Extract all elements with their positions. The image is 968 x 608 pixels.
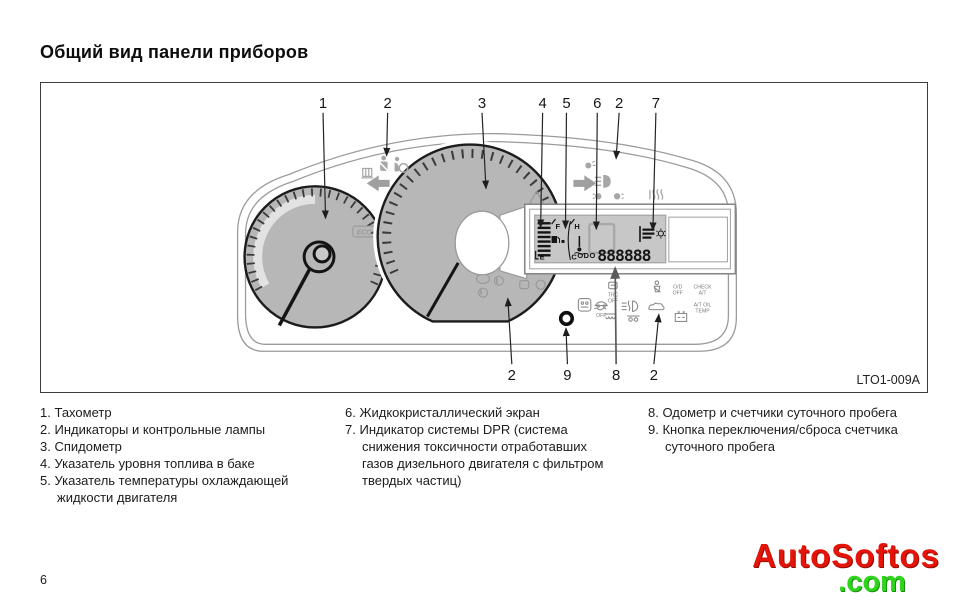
callout-7: 7 [651,95,661,112]
legend-item [648,421,928,455]
callout-9: 9 [563,368,572,385]
temp-high-label: H [574,222,580,232]
eco-indicator-label: ECO [356,229,372,237]
slip-off-label: OFF [596,312,607,319]
legend-item-text: Одометр и счетчики суточного пробега [662,405,897,420]
legend-item-number: 7. [345,422,356,437]
callout-3: 3 [477,95,487,112]
legend-item-text: Индикатор системы DPR (система снижения токсичности отработавших газов дизельного двигателя с фильтром твердых частиц) [359,422,604,488]
legend-item-number: 5. [40,473,51,488]
legend-item [40,438,308,455]
callout-2d: 2 [649,368,659,385]
legend-column-1 [40,404,308,506]
temp-low-label: C [571,252,577,262]
legend-item-text: Индикаторы и контрольные лампы [54,422,266,437]
check-at-label-2: A/T [698,290,707,297]
legend-item [40,472,308,506]
legend-item [40,421,308,438]
lcd-panel [525,204,736,274]
callout-2b: 2 [614,95,624,112]
legend-item-number: 8. [648,405,659,420]
legend-item-text: Указатель уровня топлива в баке [54,456,255,471]
legend-item-number: 9. [648,422,659,437]
at-oil-temp-label-2: TEMP [695,308,710,315]
legend-item-text: Жидкокристаллический экран [359,405,540,420]
callout-6: 6 [593,95,602,112]
callout-4: 4 [538,95,547,112]
fuel-pump-icon [552,236,557,243]
callout-2: 2 [383,95,392,112]
od-off-label-2: OFF [672,290,683,297]
legend-item-number: 6. [345,405,356,420]
callout-8: 8 [611,368,621,385]
odometer-digits: 888888 [597,245,651,265]
legend-column-3 [648,404,928,506]
odometer-label: ODO [577,250,596,260]
legend-item [345,421,613,489]
legend-item-text: Указатель температуры охлаждающей жидкости двигателя [54,473,289,505]
legend-item [40,404,308,421]
od-off-label-1: O/D [673,284,683,291]
fuel-empty-label: E [539,252,545,262]
lcd-blank-window [669,217,728,262]
legend-item-number: 3. [40,439,51,454]
check-at-label-1: CHECK [693,284,712,291]
legend-item-text: Кнопка переключения/сброса счетчика суточного пробега [662,422,898,454]
instrument-cluster-diagram [41,83,927,392]
legend-item-number: 4. [40,456,51,471]
legend-column-2 [345,404,613,506]
trc-off-label-1: TRC [607,292,619,299]
legend-item [345,404,613,421]
legend-item [40,455,308,472]
tach-hub-inner [314,246,330,262]
page-title: Общий вид панели приборов [40,42,309,62]
callout-1: 1 [318,95,328,112]
legend-item-number: 2. [40,422,51,437]
figure-label: LTO1-009A [856,373,920,387]
trc-off-label-2: OFF [608,298,619,305]
legend [40,404,928,506]
instrument-panel-figure [40,82,928,393]
tachometer-gauge [245,186,386,327]
trip-reset-button [561,313,573,325]
at-oil-temp-label-1: A/T OIL [693,302,712,309]
watermark-line2: .com [838,566,906,598]
watermark-line1: AutoSoftos [752,537,940,574]
legend-item [648,404,928,421]
fuel-full-label: F [555,222,561,232]
callout-2c: 2 [507,368,516,385]
callout-5: 5 [562,95,571,112]
legend-item-number: 1. [40,405,51,420]
page-number: 6 [40,573,47,587]
legend-item-text: Тахометр [54,405,112,420]
legend-item-text: Спидометр [54,439,122,454]
watermark [738,539,954,597]
